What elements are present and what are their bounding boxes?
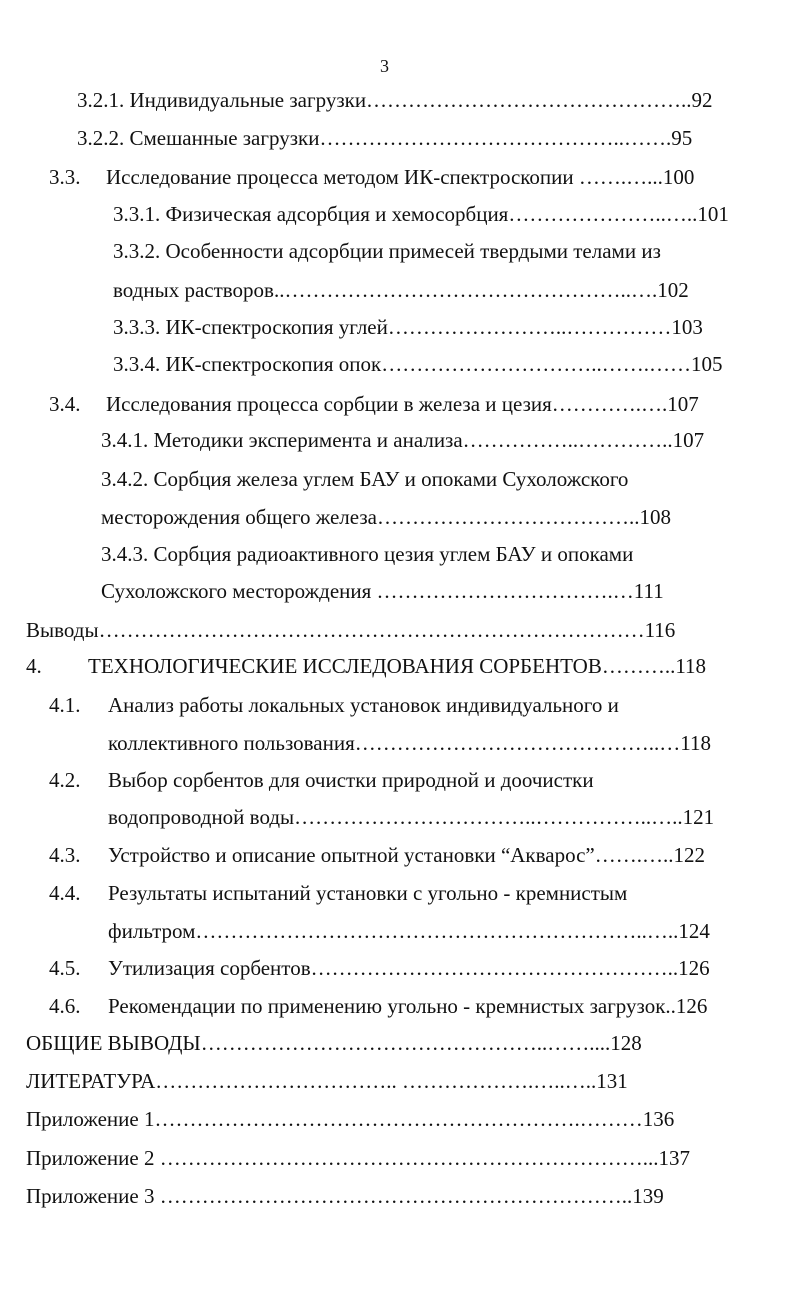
toc-entry-prilozhenie-3	[26, 1184, 664, 1208]
entry-text: Приложение 3 …………………………………………………………..139	[26, 1184, 664, 1208]
section-number: 4.5.	[49, 956, 81, 980]
toc-entry-3-3-2	[113, 239, 661, 263]
entry-text: Выбор сорбентов для очистки природной и доочистки	[108, 768, 594, 792]
toc-entry-vyvody	[26, 618, 675, 642]
entry-text: 3.2.2. Смешанные загрузки……………………………………..…….95	[77, 126, 693, 150]
toc-entry-4-2-cont	[108, 805, 714, 829]
entry-text: 3.3.1. Физическая адсорбция и хемосорбция…………………..…..101	[113, 202, 729, 226]
entry-text: ЛИТЕРАТУРА…………………………….. ……………….…..…..131	[26, 1069, 628, 1093]
toc-entry-3-4-2-cont	[101, 505, 671, 529]
entry-text: месторождения общего железа………………………………..108	[101, 505, 671, 529]
entry-text: 3.2.1. Индивидуальные загрузки………………………………………..92	[77, 88, 713, 112]
entry-text: 3.4.1. Методики эксперимента и анализа……………..…………..107	[101, 428, 705, 452]
toc-entry-3-4-3-cont	[101, 579, 664, 603]
section-number: 4.4.	[49, 881, 81, 905]
page-number: 3	[380, 56, 389, 76]
section-number: 3.3.	[49, 165, 81, 189]
entry-text: 3.4.2. Сорбция железа углем БАУ и опоками Сухоложского	[101, 467, 629, 491]
toc-entry-4-1-cont	[108, 731, 711, 755]
toc-entry-3-2-2	[77, 126, 692, 150]
section-number: 3.4.	[49, 392, 81, 416]
entry-text: Рекомендации по применению угольно - кремнистых загрузок..126	[108, 994, 708, 1018]
toc-entry-3-4-2	[101, 467, 628, 491]
entry-text: Результаты испытаний установки с угольно - кремнистым	[108, 881, 628, 905]
entry-text: водных растворов..…………………………………………..….102	[113, 278, 689, 302]
entry-text: фильтром………………………………………………………..…..124	[108, 919, 710, 943]
entry-text: ТЕХНОЛОГИЧЕСКИЕ ИССЛЕДОВАНИЯ СОРБЕНТОВ………..118	[88, 654, 707, 678]
toc-entry-3-3-4	[113, 352, 722, 376]
section-number: 4.1.	[49, 693, 81, 717]
toc-entry-3-3-3	[113, 315, 703, 339]
entry-text: 3.3.4. ИК-спектроскопия опок…………………………..…….……105	[113, 352, 723, 376]
toc-entry-3-3-1	[113, 202, 729, 226]
toc-entry-3-4-1	[101, 428, 704, 452]
entry-text: Приложение 1…………………………………………………….………136	[26, 1107, 675, 1131]
section-number: 4.	[26, 654, 42, 678]
toc-entry-prilozhenie-1	[26, 1107, 674, 1131]
entry-text: Анализ работы локальных установок индивидуального и	[108, 693, 619, 717]
entry-text: Исследования процесса сорбции в железа и цезия………….….107	[106, 392, 699, 416]
entry-text: ОБЩИЕ ВЫВОДЫ…………………………………………..……....128	[26, 1031, 642, 1055]
entry-text: Исследование процесса методом ИК-спектроскопии …….…...100	[106, 165, 695, 189]
entry-text: Выводы……………………………………………………………………116	[26, 618, 676, 642]
entry-text: Приложение 2 ……………………………………………………………...137	[26, 1146, 690, 1170]
entry-text: 3.4.3. Сорбция радиоактивного цезия углем БАУ и опоками	[101, 542, 634, 566]
section-number: 4.6.	[49, 994, 81, 1018]
toc-entry-3-2-1	[77, 88, 713, 112]
section-number: 4.3.	[49, 843, 81, 867]
entry-text: Устройство и описание опытной установки “Акварос”…….…..122	[108, 843, 706, 867]
toc-entry-prilozhenie-2	[26, 1146, 690, 1170]
toc-entry-obshchie-vyvody	[26, 1031, 642, 1055]
toc-entry-3-3-2-cont	[113, 278, 689, 302]
entry-text: водопроводной воды……………………………..……………..…..121	[108, 805, 715, 829]
entry-text: Утилизация сорбентов……………………………………………..126	[108, 956, 710, 980]
entry-text: Сухоложского месторождения …………………………….…111	[101, 579, 664, 603]
section-number: 4.2.	[49, 768, 81, 792]
entry-text: 3.3.3. ИК-спектроскопия углей……………………..……………103	[113, 315, 703, 339]
toc-entry-3-4-3	[101, 542, 633, 566]
entry-text: коллективного пользования……………………………………..…118	[108, 731, 711, 755]
entry-text: 3.3.2. Особенности адсорбции примесей твердыми телами из	[113, 239, 661, 263]
toc-entry-4-4-cont	[108, 919, 710, 943]
toc-entry-literatura	[26, 1069, 628, 1093]
